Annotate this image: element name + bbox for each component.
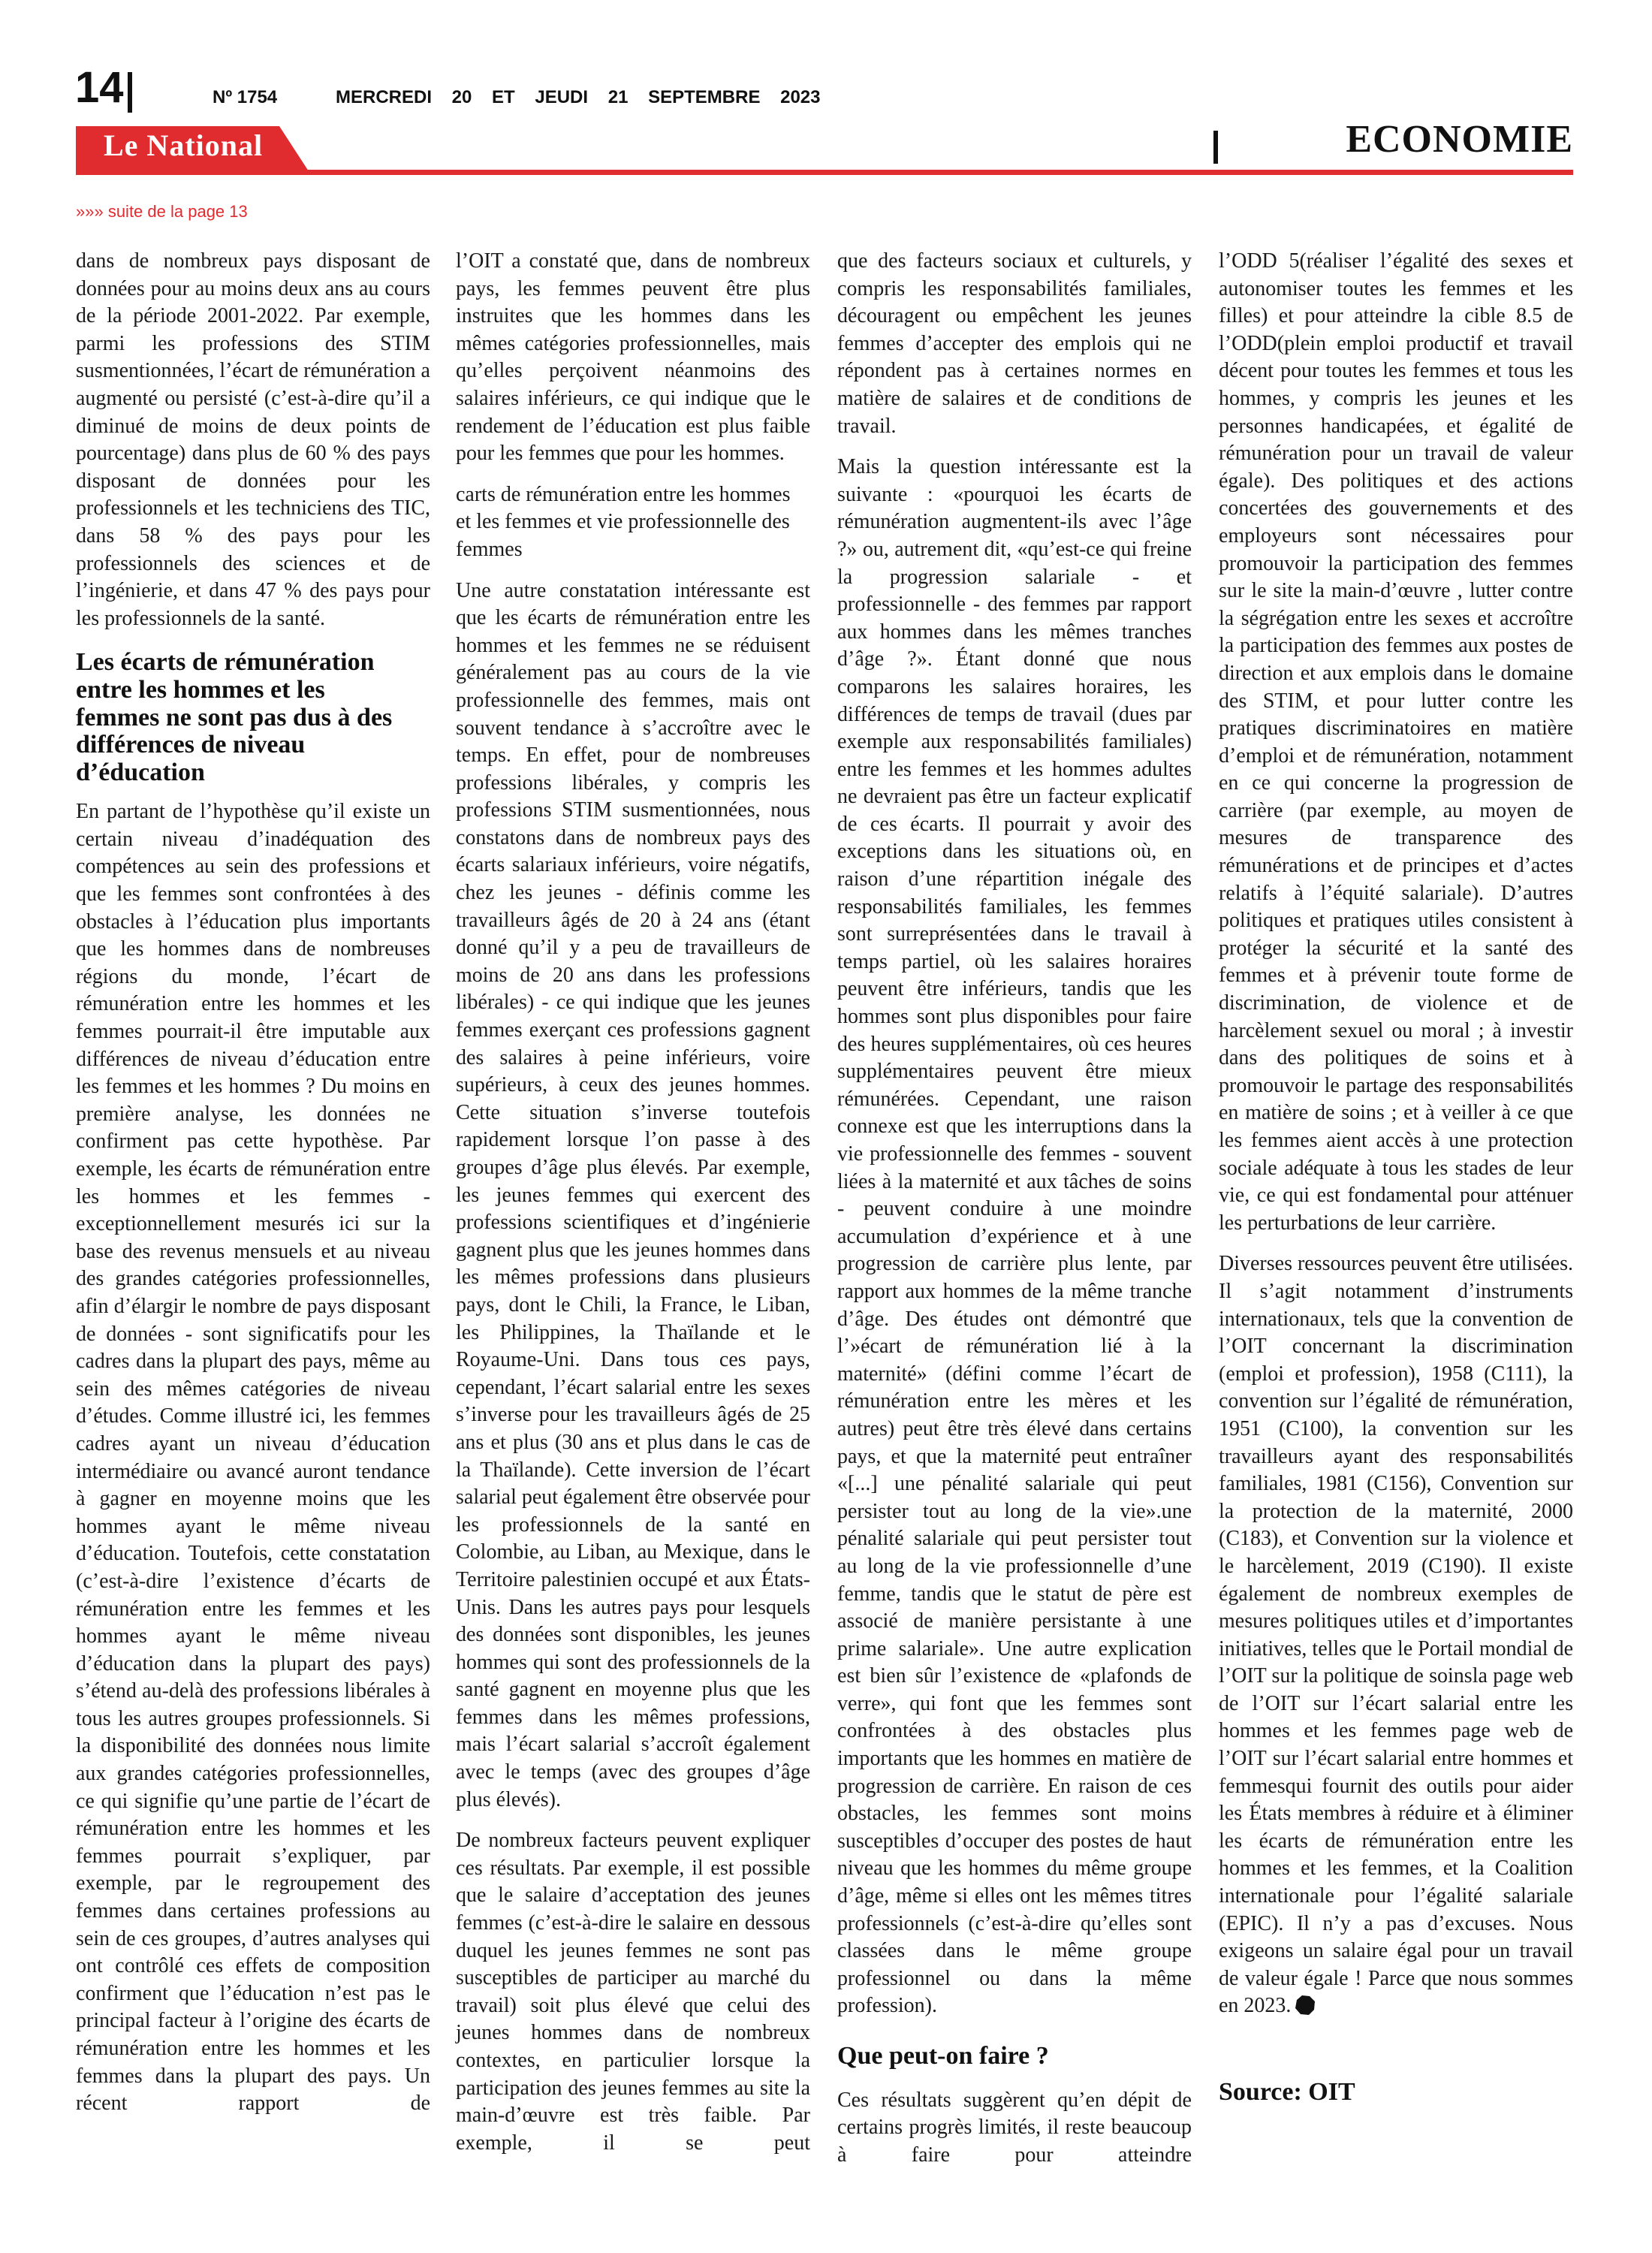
article-paragraph	[1219, 1250, 1573, 2025]
article-paragraph: Une autre constatation intéressante est que les écarts de rémunération entre les hommes et les femmes ne se réduisent généralement pas au cours de la vie professionnelle des femmes, mais ont souvent tendance à s’accroître avec le temps. En effet, pour de nombreuses professions libérales, y compris les professions STIM susmentionnées, nous constatons dans de nombreux pays des écarts salariaux inférieurs, voire négatifs, chez les jeunes - définis comme les travailleurs âgés de 20 à 24 ans (étant donné qu’il y a peu de travailleurs de moins de 20 ans dans les professions libérales) - ce qui indique que les jeunes femmes exerçant ces professions gagnent des salaires à peine inférieurs, voire supérieurs, à ceux des jeunes hommes. Cette situation s’inverse toutefois rapidement lorsque l’on passe à des groupes d’âge plus élevés. Par exemple, les jeunes femmes qui exercent des professions scientifiques et d’ingénierie gagnent plus que les jeunes hommes dans les mêmes professions dans plusieurs pays, dont le Chili, la France, le Liban, les Philippines, la Thaïlande et le Royaume-Uni. Dans tous ces pays, cependant, l’écart salarial entre les sexes s’inverse pour les travailleurs âgés de 25 ans et plus (30 ans et plus dans le cas de la Thaïlande). Cette inversion de l’écart salarial peut également être observée pour les professionnels de la santé en Colombie, au Liban, au Mexique, dans le Territoire palestinien occupé et aux États-Unis. Dans les autres pays pour lesquels des données sont disponibles, les jeunes hommes qui sont des professionnels de la santé gagnent en moyenne plus que les femmes dans les mêmes professions, mais l’écart salarial s’accroît également avec le temps (avec des groupes d’âge plus élevés).	[456, 578, 810, 1811]
article-subheading: Que peut-on faire ?	[837, 2042, 1049, 2070]
article-paragraph: dans de nombreux pays disposant de données pour au moins deux ans au cours de la période 2001-2022. Par exemple, parmi les professions des STIM susmentionnées, l’écart de rémunération a augmenté ou persisté (c’est-à-dire qu’il a diminué de moins de deux points de pourcentage) dans plus de 60 % des pays disposant de données pour les professionnels et les techniciens des TIC, dans 58 % des pays pour les professionnels des sciences et de l’ingénierie, et dans 47 % des pays pour les professionnels de la santé.	[76, 249, 430, 630]
continued-from-note: »»» suite de la page 13	[76, 202, 248, 221]
article-column-2	[456, 248, 810, 2170]
page-number: 14	[75, 63, 124, 112]
article-subheading: Les écarts de rémunération entre les hommes et les femmes ne sont pas dus à des différences de niveau d’éducation	[76, 648, 393, 786]
article-column-1	[76, 248, 430, 2131]
article-paragraph: l’ODD 5(réaliser l’égalité des sexes et autonomiser toutes les femmes et les filles) et pour atteindre la cible 8.5 de l’ODD(plein emploi productif et travail décent pour toutes les femmes et tous les hommes, y compris les jeunes et les personnes handicapées, et égalité de rémunération pour un travail de valeur égale). Des politiques et des actions concertées des gouvernements et des employeurs sont nécessaires pour promouvoir la participation des femmes sur le site la main-d’œuvre , lutter contre la ségrégation entre les sexes et accroître la participation des femmes aux postes de direction et aux emplois dans le domaine des STIM, et pour lutter contre les pratiques discriminatoires en matière d’emploi et de rémunération, notamment en ce qui concerne la progression de carrière (par exemple, au moyen de mesures de transparence des rémunérations et de principes et d’actes relatifs à l’équité salariale). D’autres politiques et pratiques utiles consistent à protéger la sécurité et la santé des femmes et à prévenir toute forme de discrimination, de violence et de harcèlement sexuel ou moral ; à investir dans des politiques de soins et à promouvoir le partage des responsabilités en matière de soins ; et à veiller à ce que les femmes aient accès à une protection sociale adéquate à tous les stades de leur vie, ce qui est fondamental pour atténuer les perturbations de leur carrière.	[1219, 249, 1573, 1235]
article-paragraph: De nombreux facteurs peuvent expliquer ces résultats. Par exemple, il est possible que le salaire d’acceptation des jeunes femmes (c’est-à-dire le salaire en dessous duquel les jeunes femmes ne sont pas susceptibles de participer au marché du travail) soit plus élevé que celui des jeunes hommes dans de nombreux contextes, en particulier lorsque la participation des jeunes femmes au site la main-d’œuvre est très faible. Par exemple, il se peut	[456, 1829, 810, 2155]
article-column-3	[837, 248, 1192, 2182]
issue-number: Nº 1754	[213, 87, 278, 107]
section-divider	[1213, 131, 1218, 164]
article-paragraph: Mais la question intéressante est la suivante : «pourquoi les écarts de rémunération augmentent-ils avec l’âge ?» ou, autrement dit, «qu’est-ce qui freine la progression salariale - et professionnelle - des femmes par rapport aux hommes dans les mêmes tranches d’âge ?». Étant donné que nous comparons les salaires horaires, les différences de temps de travail (dues par exemple aux responsabilités familiales) entre les femmes et les hommes adultes ne devraient pas être un facteur explicatif de ces écarts. Il pourrait y avoir des exceptions dans les situations où, en raison d’une répartition inégale des responsabilités familiales, les femmes sont surreprésentées dans le travail à temps partiel, où les salaires horaires peuvent être inférieurs, tandis que les hommes sont plus disponibles pour faire des heures supplémentaires, où ces heures supplémentaires peuvent être mieux rémunérées. Cependant, une raison connexe est que les interruptions dans la vie professionnelle des femmes - souvent liées à la maternité et aux tâches de soins - peuvent conduire à une moindre accumulation d’expérience et à une progression de carrière plus lente, par rapport aux hommes de la même tranche d’âge. Des études ont démontré que l’»écart de rémunération lié à la maternité» (défini comme l’écart de rémunération entre les mères et les autres) peut être très élevé dans certains pays, et que la maternité peut entraîner «[...] une pénalité salariale qui peut persister tout au long de la vie».une pénalité salariale qui peut persister tout au long de la vie professionnelle d’une femme, tandis que le statut de père est associé de manière persistante à une prime salariale». Une autre explication est bien sûr l’existence de «plafonds de verre», qui font que les femmes sont confrontées à des obstacles plus importants que les hommes en matière de progression de carrière. En raison de ces obstacles, les femmes sont moins susceptibles d’occuper des postes de haut niveau que les hommes du même groupe d’âge, même si elles ont les mêmes titres professionnels (c’est-à-dire qu’elles sont classées dans le même groupe professionnel ou dans la même profession).	[837, 455, 1192, 2018]
article-paragraph: Ces résultats suggèrent qu’en dépit de certains progrès limités, il reste beaucoup à faire pour atteindre	[837, 2088, 1192, 2167]
publication-name: Le National	[104, 128, 264, 162]
article-paragraph-text: Diverses ressources peuvent être utilisées. Il s’agit notamment d’instruments internationaux, tels que la convention de l’OIT concernant la discrimination (emploi et profession), 1958 (C111), la convention sur l’égalité de rémunération, 1951 (C100), la convention sur les travailleurs ayant des responsabilités familiales, 1981 (C156), Convention sur la protection de la maternité, 2000 (C183), et Convention sur la violence et le harcèlement, 2019 (C190). Il existe également de nombreux exemples de mesures politiques utiles et d’importantes initiatives, telles que le Portail mondial de l’OIT sur la politique de soinsla page web de l’OIT sur l’écart salarial entre les hommes et les femmes page web de l’OIT sur l’écart salarial entre hommes et femmesqui fournit des outils pour aider les États membres à réduire et à éliminer les écarts de rémunération entre les hommes et les femmes, et la Coalition internationale pour l’égalité salariale (EPIC). Il n’y a pas d’excuses. Nous exigeons un salaire égal pour un travail de valeur égale ! Parce que nous sommes en 2023.	[1219, 1252, 1574, 2018]
article-paragraph: carts de rémunération entre les hommes et les femmes et vie professionnelle des femmes	[456, 482, 791, 561]
header-rule	[76, 170, 1573, 175]
issue-date: MERCREDI 20 ET JEUDI 21 SEPTEMBRE 2023	[336, 87, 821, 107]
article-column-4	[1219, 248, 1573, 2107]
article-paragraph: En partant de l’hypothèse qu’il existe un certain niveau d’inadéquation des compétences au sein des professions et que les femmes sont confrontées à des obstacles à l’éducation plus importants que les hommes dans de nombreuses régions du monde, l’écart de rémunération entre les hommes et les femmes pourrait-il être imputable aux différences de niveau d’éducation entre les femmes et les hommes ? Du moins en première analyse, les données ne confirment pas cette hypothèse. Par exemple, les écarts de rémunération entre les hommes et les femmes - exceptionnellement mesurés ici sur la base des revenus mensuels et au niveau des grandes catégories professionnelles, afin d’élargir le nombre de pays disposant de données - sont significatifs pour les cadres dans la plupart des pays, même au sein des mêmes catégories de niveau d’études. Comme illustré ici, les femmes cadres ayant un niveau d’éducation intermédiaire ou avancé auront tendance à gagner en moyenne moins que les hommes ayant le même niveau d’éducation. Toutefois, cette constatation (c’est-à-dire l’existence d’écarts de rémunération entre les femmes et les hommes ayant le même niveau d’éducation dans la plupart des pays) s’étend au-delà des professions libérales à tous les autres groupes professionnels. Si la disponibilité des données nous limite aux grandes catégories professionnelles, ce qui signifie qu’une partie de l’écart de rémunération entre les hommes et les femmes pourrait s’expliquer, par exemple, par le regroupement des femmes dans certaines professions au sein de ces groupes, d’autres analyses qui ont contrôlé ces effets de composition confirment que l’éducation n’est pas le principal facteur à l’origine des écarts de rémunération entre les hommes et les femmes dans la plupart des pays. Un récent rapport de	[76, 800, 430, 2116]
end-of-article-icon	[1294, 1994, 1316, 2025]
section-title: ECONOMIE	[1346, 118, 1573, 161]
article-paragraph: que des facteurs sociaux et culturels, y compris les responsabilités familiales, découragent ou empêchent les jeunes femmes d’accepter des emplois qui ne répondent pas à certaines normes en matière de salaires et de conditions de travail.	[837, 249, 1192, 438]
article-source: Source: OIT	[1219, 2078, 1355, 2106]
article-paragraph: l’OIT a constaté que, dans de nombreux pays, les femmes peuvent être plus instruites que les hommes dans les mêmes catégories professionnelles, mais qu’elles perçoivent néanmoins des salaires inférieurs, ce qui indique que le rendement de l’éducation est plus faible pour les femmes que pour les hommes.	[456, 249, 810, 466]
